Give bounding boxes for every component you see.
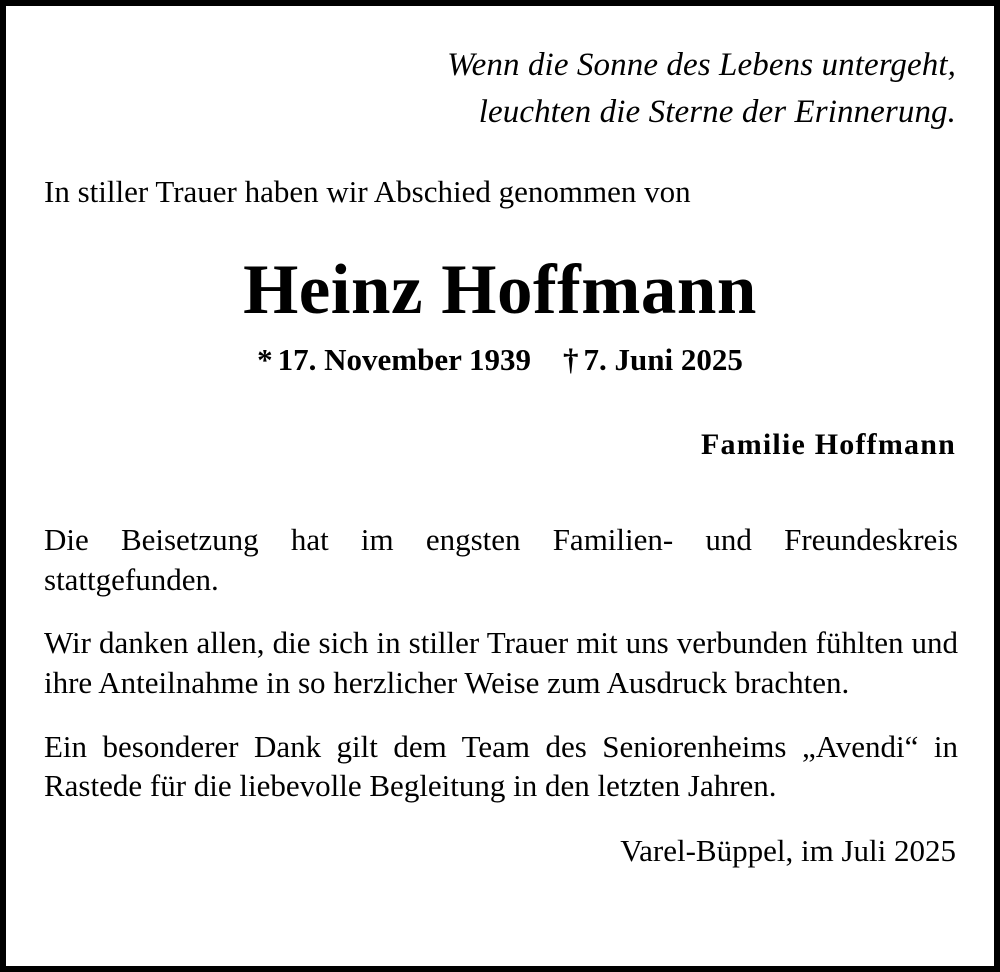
- epigraph-verse: [38, 42, 956, 136]
- death-date: 7. Juni 2025: [583, 341, 743, 377]
- paragraph-burial: Die Beisetzung hat im engsten Familien- und Freundeskreis stattgefunden.: [44, 521, 958, 597]
- paragraph-thanks: Wir danken allen, die sich in stiller Trauer mit uns verbunden fühlten und ihre Anteilnahme in so herzlicher Weise zum Ausdruck brachten.: [44, 625, 958, 700]
- death-dagger-icon: †: [563, 341, 579, 377]
- notice-content: [6, 6, 994, 966]
- intro-text: In stiller Trauer haben wir Abschied genommen von: [44, 173, 691, 209]
- birth-date: 17. November 1939: [277, 341, 532, 377]
- epigraph-line-2: leuchten die Sterne der Erinnerung.: [478, 93, 956, 130]
- deceased-name: Heinz Hoffmann: [243, 251, 757, 330]
- family-signature: Familie Hoffmann: [700, 427, 956, 461]
- life-dates: [38, 342, 962, 378]
- body-copy: [44, 520, 958, 806]
- paragraph-special-thanks: Ein besonderer Dank gilt dem Team des Seniorenheims „Avendi“ in Rastede für die liebevolle Begleitung in den letzten Jahren.: [44, 728, 958, 804]
- deceased-name-block: [38, 251, 962, 378]
- birth-asterisk-icon: *: [257, 341, 273, 377]
- place-and-date: Varel-Büppel, im Juli 2025: [620, 832, 956, 868]
- epigraph-line-1: Wenn die Sonne des Lebens untergeht,: [447, 47, 956, 83]
